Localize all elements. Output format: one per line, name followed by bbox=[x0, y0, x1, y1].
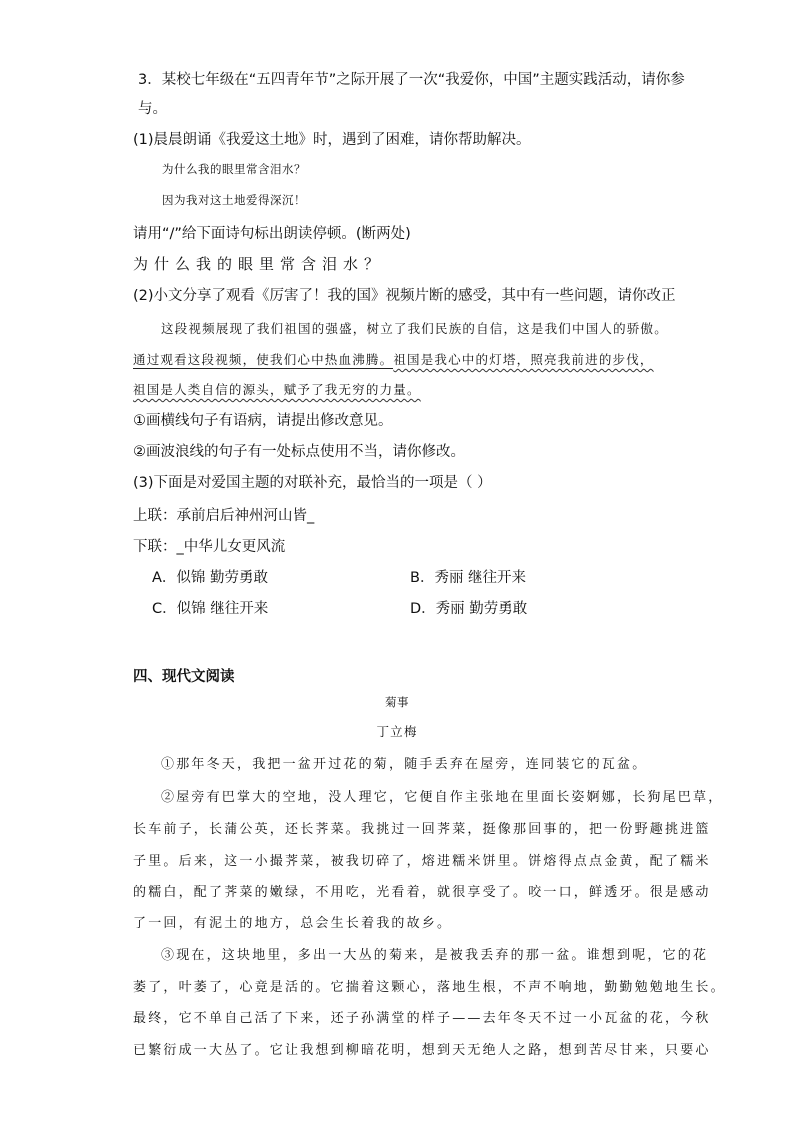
passage-line2 bbox=[133, 350, 654, 368]
article-author: 丁立梅 bbox=[376, 724, 418, 739]
paragraph-1: ①那年冬天，我把一盆开过花的菊，随手丢弃在屋旁，连同装它的瓦盆。 bbox=[161, 757, 648, 772]
passage-line1: 这段视频展现了我们祖国的强盛，树立了我们民族的自信，这是我们中国人的骄傲。 bbox=[161, 321, 668, 336]
q3-instruction: 请用“/”给下面诗句标出朗读停顿。(断两处) bbox=[133, 226, 411, 242]
paragraph-3-line2: 萎了，叶萎了，心竟是活的。它揣着这颗心，落地生根，不声不响地，勤勤勉勉地生长。 bbox=[133, 980, 726, 995]
couplet-lower: 下联：_中华儿女更风流 bbox=[133, 539, 286, 555]
paragraph-2-line1: ②屋旁有巴掌大的空地，没人理它，它便自作主张地在里面长姿婀娜，长狗尾巴草， bbox=[161, 790, 724, 805]
paragraph-3-line1: ③现在，这块地里，多出一大丛的菊来，是被我丢弃的那一盆。谁想到呢，它的花 bbox=[161, 948, 709, 963]
straight-underlined-sentence: 通过观看这段视频，使我们心中热血沸腾。 bbox=[133, 352, 394, 367]
paragraph-2-line2: 长车前子，长蒲公英，还长荠菜。我挑过一回荠菜，挺像那回事的，把一份野趣挑进篮 bbox=[133, 822, 711, 837]
poem-line1: 为什么我的眼里常含泪水？ bbox=[162, 162, 306, 176]
option-a[interactable]: A．似锦 勤劳勇敢 bbox=[152, 570, 269, 586]
couplet-upper: 上联：承前启后神州河山皆_ bbox=[133, 508, 315, 524]
q3-sub1: (1)晨晨朗诵《我爱这土地》时，遇到了困难，请你帮助解决。 bbox=[133, 132, 531, 148]
paragraph-2-line4: 的糯白，配了荠菜的嫩绿，不用吃，光看着，就很享受了。咬一口，鲜透牙。很是感动 bbox=[133, 885, 711, 900]
paragraph-3-line4: 已繁衍成一大丛了。它让我想到柳暗花明，想到天无绝人之路，想到苦尽甘来，只要心 bbox=[133, 1043, 711, 1058]
paragraph-2-line5: 了一回，有泥土的地方，总会生长着我的故乡。 bbox=[133, 916, 453, 931]
section-heading: 四、现代文阅读 bbox=[133, 669, 235, 685]
option-c[interactable]: C．似锦 继往开来 bbox=[152, 601, 269, 617]
q3-stem-line1: 3．某校七年级在“五四青年节”之际开展了一次“我爱你，中国”主题实践活动，请你参 bbox=[138, 72, 685, 88]
q3-sub2: (2)小文分享了观看《厉害了！我的国》视频片断的感受，其中有一些问题，请你改正 bbox=[133, 288, 676, 304]
option-b[interactable]: B．秀丽 继往开来 bbox=[410, 570, 527, 586]
paragraph-3-line3: 最终，它不单自己活了下来，还子孙满堂的样子——去年冬天不过一小瓦盆的花，今秋 bbox=[133, 1011, 711, 1026]
passage-line3 bbox=[133, 380, 421, 398]
wavy-underlined-sentence-part1: 祖国是我心中的灯塔，照亮我前进的步伐， bbox=[393, 352, 654, 367]
wavy-underlined-sentence-part2: 祖国是人类自信的源头，赋予了我无穷的力量。 bbox=[133, 382, 421, 397]
article-title: 菊事 bbox=[385, 695, 409, 709]
q3-stem-line2: 与。 bbox=[138, 101, 167, 117]
poem-line2: 因为我对这土地爱得深沉！ bbox=[162, 193, 306, 207]
q3-task2: ②画波浪线的句子有一处标点使用不当，请你修改。 bbox=[133, 444, 465, 460]
q3-task1: ①画横线句子有语病，请提出修改意见。 bbox=[133, 413, 393, 429]
poem-spaced-line: 为什么我的眼里常含泪水？ bbox=[133, 255, 386, 273]
q3-sub3: (3)下面是对爱国主题的对联补充，最恰当的一项是（ ） bbox=[133, 475, 492, 491]
paragraph-2-line3: 子里。后来，这一小撮荠菜，被我切碎了，熔进糯米饼里。饼熔得点点金黄，配了糯米 bbox=[133, 854, 711, 869]
option-d[interactable]: D．秀丽 勤劳勇敢 bbox=[410, 601, 528, 617]
